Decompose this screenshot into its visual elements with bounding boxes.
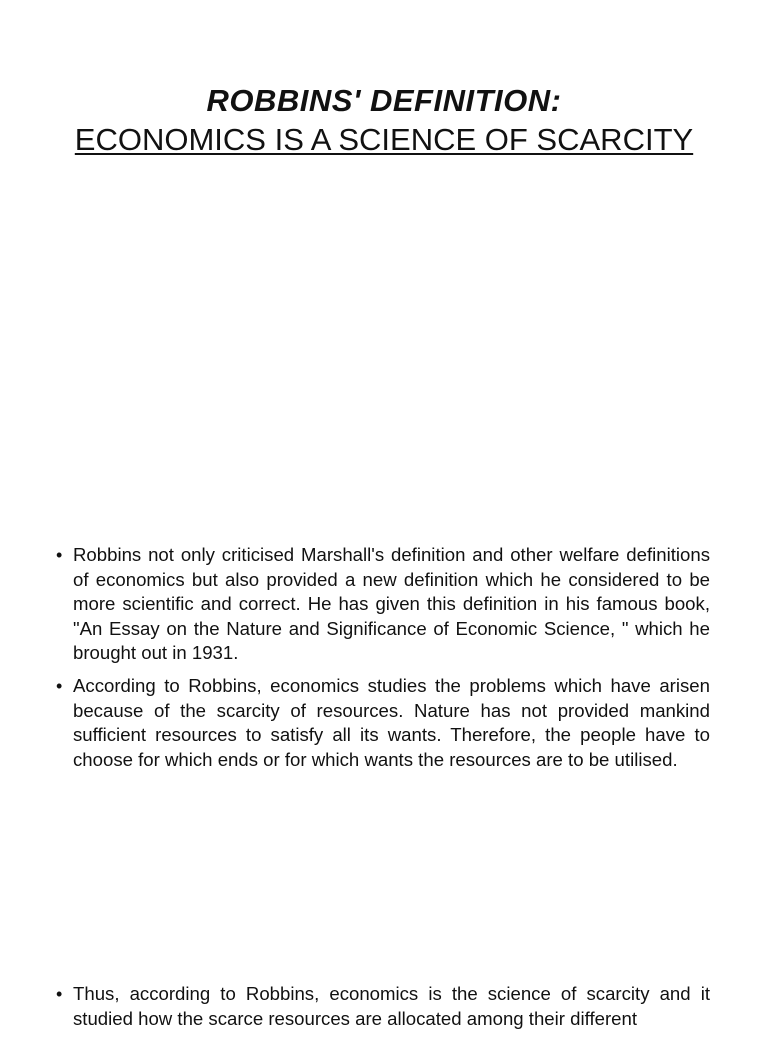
- bullet-icon: •: [56, 545, 63, 565]
- slide-title: [40, 82, 728, 160]
- bullet-text: According to Robbins, economics studies the problems which have arisen because of the scarcity of resources. Nature has not provided mankind sufficient resources to satisfy all its wants. Therefore, the people have to choose for which ends or for which wants the resources are to be utilised.: [73, 674, 710, 770]
- bullet-item: [56, 674, 710, 772]
- bullet-text: Thus, according to Robbins, economics is the science of scarcity and it studied how the scarce resources are allocated among their different: [73, 983, 710, 1029]
- bullet-item: [56, 543, 710, 666]
- bullet-list-top: [56, 543, 710, 780]
- bullet-icon: •: [56, 984, 63, 1004]
- bullet-list-bottom: [56, 982, 710, 1039]
- bullet-text: Robbins not only criticised Marshall's definition and other welfare definitions of economics but also provided a new definition which he considered to be more scientific and correct. He has given this definition in his famous book, "An Essay on the Nature and Significance of Economic Science, " which he brought out in 1931.: [73, 544, 710, 664]
- title-heading: ROBBINS' DEFINITION:: [206, 83, 562, 118]
- bullet-icon: •: [56, 675, 63, 696]
- title-subheading: ECONOMICS IS A SCIENCE OF SCARCITY: [74, 121, 694, 157]
